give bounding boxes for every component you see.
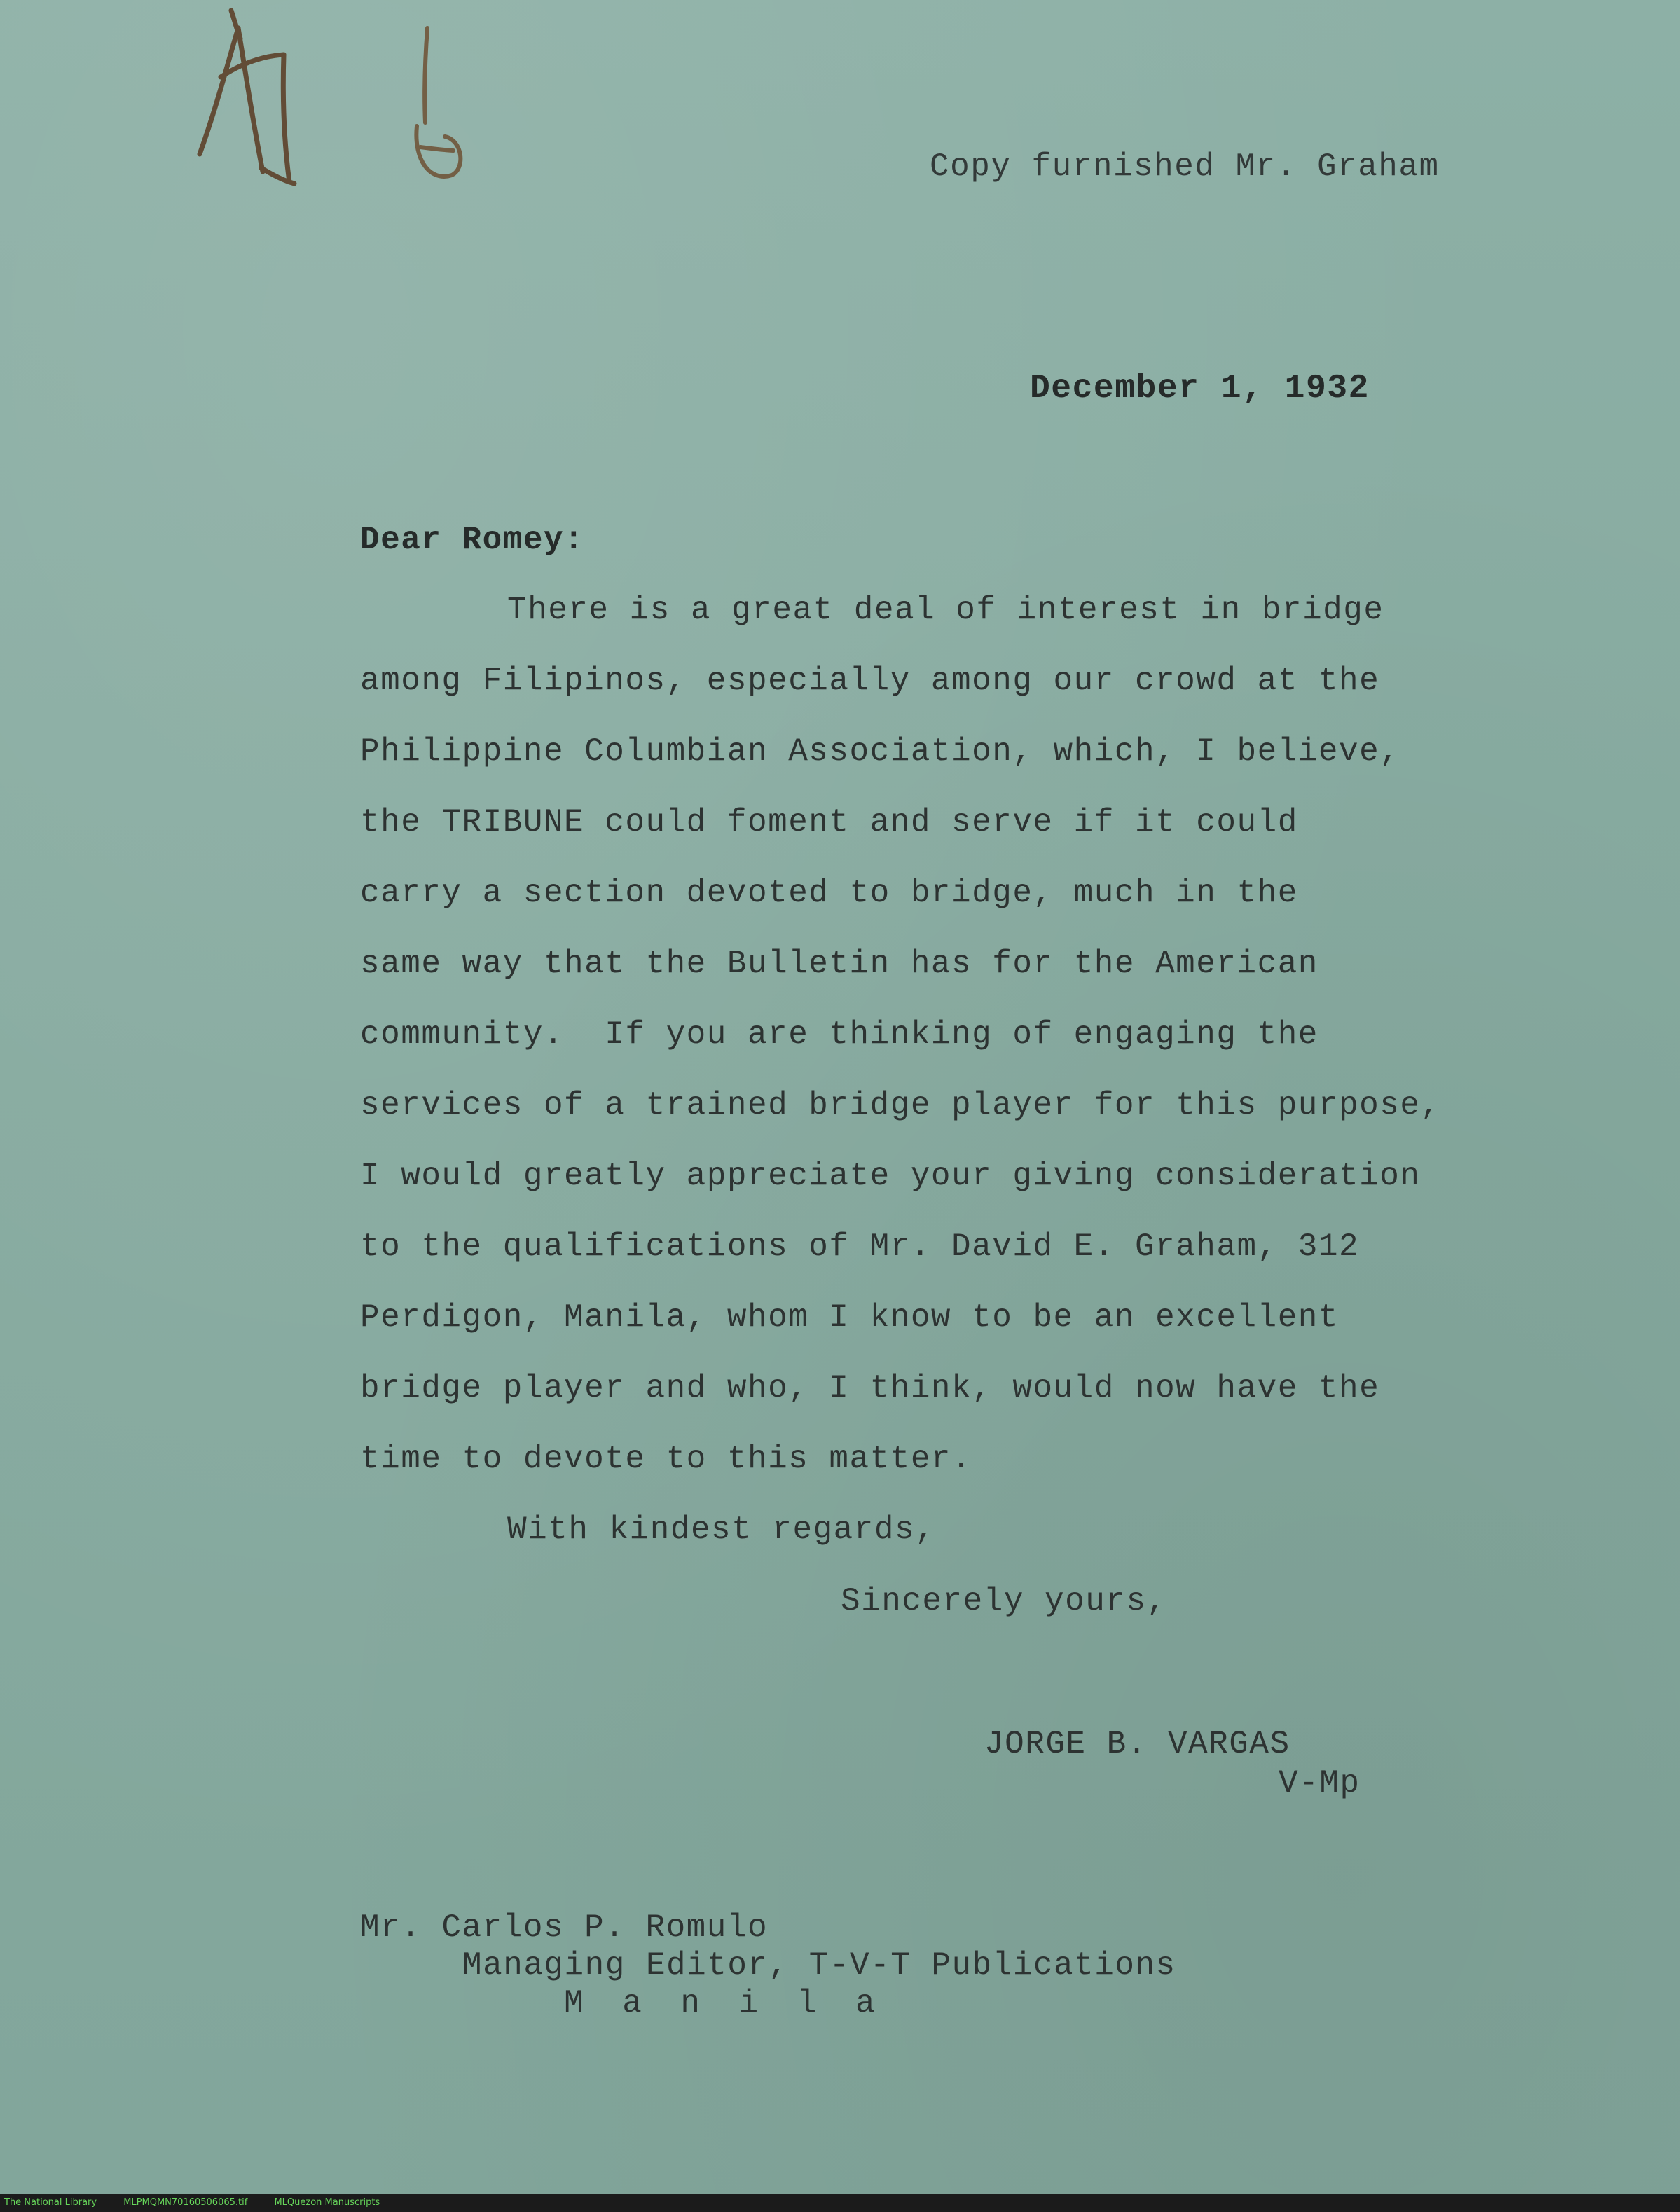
archive-footer-bar	[0, 2194, 1680, 2212]
copy-furnished-note: Copy furnished Mr. Graham	[930, 148, 1440, 185]
body-line: among Filipinos, especially among our crowd at the	[360, 663, 1380, 699]
recipient-name: Mr. Carlos P. Romulo	[360, 1909, 769, 1946]
body-line: same way that the Bulletin has for the American	[360, 946, 1318, 982]
footer-collection: MLQuezon Manuscripts	[274, 2197, 380, 2208]
body-line: to the qualifications of Mr. David E. Graham, 312	[360, 1229, 1360, 1265]
body-line: bridge player and who, I think, would now have the	[360, 1370, 1380, 1406]
body-line: carry a section devoted to bridge, much in the	[360, 875, 1298, 911]
letter-date: December 1, 1932	[1030, 370, 1370, 408]
regards-line: With kindest regards,	[507, 1512, 936, 1548]
body-line: I would greatly appreciate your giving consideration	[360, 1158, 1421, 1194]
body-line: community. If you are thinking of engaging the	[360, 1016, 1318, 1053]
body-line: Philippine Columbian Association, which, I believe,	[360, 733, 1400, 770]
body-line: There is a great deal of interest in bridge	[507, 592, 1384, 628]
footer-library: The National Library	[4, 2197, 97, 2208]
signer-name: JORGE B. VARGAS	[984, 1726, 1290, 1762]
recipient-title: Managing Editor, T-V-T Publications	[462, 1947, 1176, 1984]
salutation: Dear Romey:	[360, 522, 585, 558]
handwritten-initials-mark	[179, 0, 543, 210]
recipient-city: M a n i l a	[564, 1985, 885, 2021]
closing-line: Sincerely yours,	[841, 1583, 1167, 1619]
body-line: time to devote to this matter.	[360, 1441, 972, 1477]
body-line: services of a trained bridge player for this purpose,	[360, 1087, 1441, 1124]
body-line: the TRIBUNE could foment and serve if it could	[360, 804, 1298, 841]
footer-file-id: MLPMQMN70160506065.tif	[123, 2197, 248, 2208]
typist-initials: V-Mp	[1279, 1765, 1361, 1802]
body-line: Perdigon, Manila, whom I know to be an excellent	[360, 1299, 1340, 1336]
